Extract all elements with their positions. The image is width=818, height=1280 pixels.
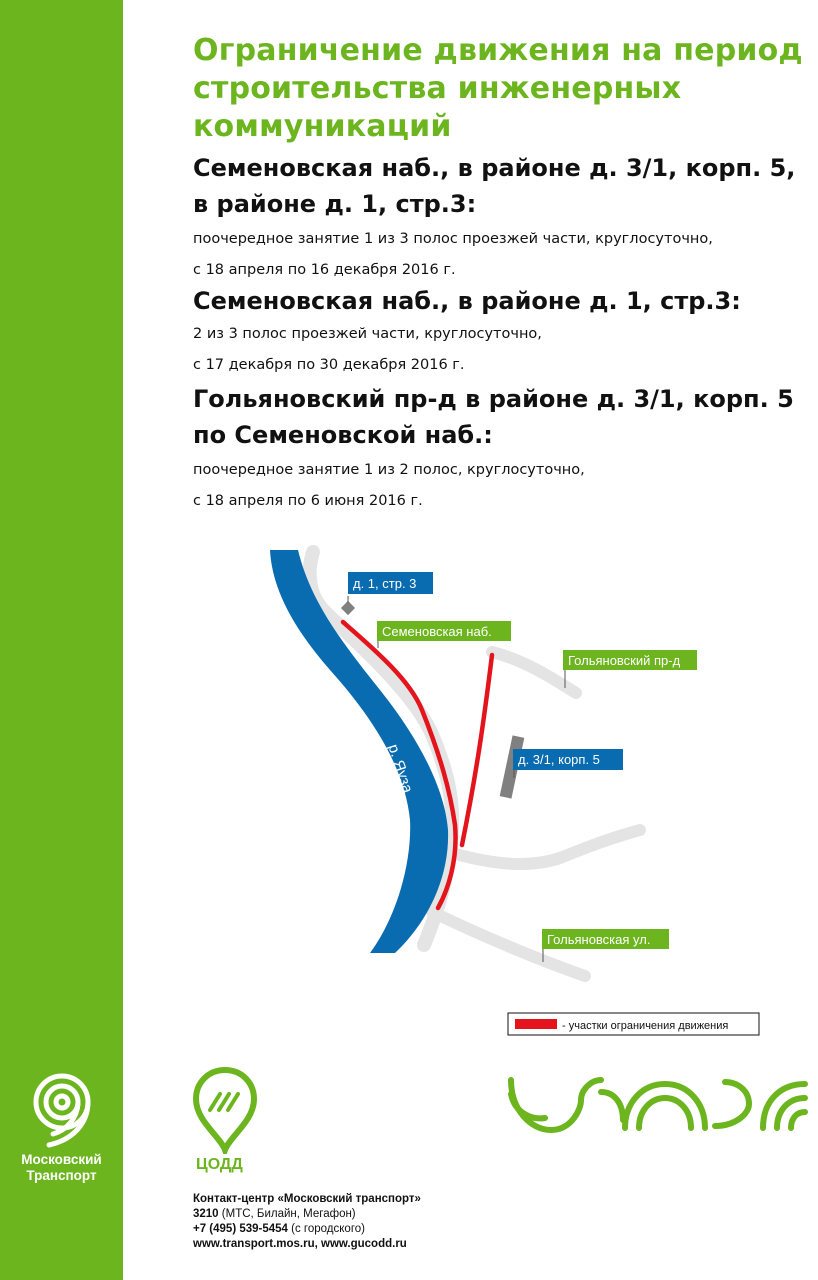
section-1-line-1: поочередное занятие 1 из 3 полос проезжей части, круглосуточно, — [193, 231, 713, 247]
section-2-line-1: 2 из 3 полос проезжей части, круглосуточно, — [193, 326, 542, 342]
codd-logo-icon — [190, 1066, 260, 1154]
contact-block — [193, 1192, 421, 1252]
section-2-line-2: с 17 декабря по 30 декабря 2016 г. — [193, 357, 465, 373]
section-1-line-2: с 18 апреля по 16 декабря 2016 г. — [193, 262, 456, 278]
label-proezd: Гольяновский пр-д — [568, 653, 681, 668]
restriction-map — [123, 530, 803, 1050]
phone-short-note: (МТС, Билайн, Мегафон) — [218, 1208, 356, 1220]
building-1-marker — [341, 601, 355, 615]
section-3-heading: Гольяновский пр-д в районе д. 3/1, корп. 5 по Семеновской наб.: — [193, 385, 794, 449]
moscow-transport-nine-icon — [27, 1072, 97, 1148]
phone-short: 3210 — [193, 1208, 219, 1220]
moscow-transport-logo — [0, 1072, 123, 1184]
codd-label: ЦОДД — [196, 1156, 243, 1173]
section-3-line-1: поочередное занятие 1 из 2 полос, круглосуточно, — [193, 462, 585, 478]
river-label: р. Яуза — [384, 742, 417, 796]
label-building-1: д. 1, стр. 3 — [353, 576, 417, 591]
legend-text: - участки ограничения движения — [562, 1020, 729, 1032]
label-embankment: Семеновская наб. — [382, 624, 492, 639]
phone-long: +7 (495) 539-5454 — [193, 1223, 288, 1235]
river-yauza — [270, 550, 448, 953]
page-title: Ограничение движения на период строительства инженерных коммуникаций — [193, 33, 803, 144]
mos-logo-icon — [505, 1070, 815, 1142]
websites-link[interactable]: www.transport.mos.ru, www.gucodd.ru — [193, 1238, 407, 1250]
label-golyanovskaya: Гольяновская ул. — [547, 932, 651, 947]
label-building-2: д. 3/1, корп. 5 — [518, 752, 600, 767]
section-2-heading: Семеновская наб., в районе д. 1, стр.3: — [193, 287, 741, 315]
section-1-heading: Семеновская наб., в районе д. 3/1, корп. 5, в районе д. 1, стр.3: — [193, 154, 796, 218]
moscow-transport-line-2: Транспорт — [26, 1168, 97, 1183]
moscow-transport-line-1: Московский — [21, 1152, 102, 1167]
phone-long-note: (с городского) — [287, 1223, 365, 1235]
contact-title: Контакт-центр «Московский транспорт» — [193, 1193, 421, 1205]
section-3-line-2: с 18 апреля по 6 июня 2016 г. — [193, 493, 423, 509]
legend-swatch — [515, 1019, 557, 1029]
